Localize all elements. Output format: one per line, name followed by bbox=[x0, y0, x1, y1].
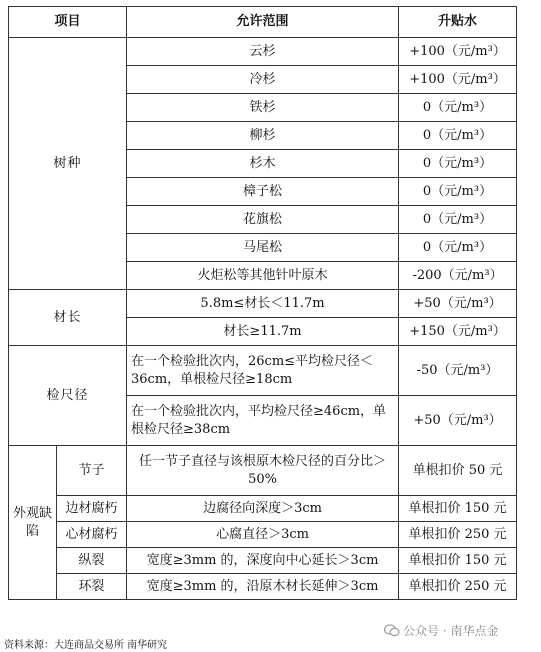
wechat-icon bbox=[384, 624, 400, 637]
range-cell: 樟子松 bbox=[127, 178, 399, 206]
category-length: 材长 bbox=[9, 290, 127, 346]
adjust-cell: -50（元/m³） bbox=[399, 346, 517, 396]
adjust-cell: +50（元/m³） bbox=[399, 290, 517, 318]
adjust-cell: 单根扣价 50 元 bbox=[399, 446, 517, 496]
table-row bbox=[9, 346, 517, 396]
adjust-cell: -200（元/m³） bbox=[399, 262, 517, 290]
table-row bbox=[9, 548, 517, 574]
header-item: 项目 bbox=[9, 7, 127, 38]
adjust-cell: +100（元/m³） bbox=[399, 38, 517, 66]
table-row bbox=[9, 290, 517, 318]
category-defects: 外观缺陷 bbox=[9, 446, 57, 600]
table-row bbox=[9, 38, 517, 66]
table-row bbox=[9, 574, 517, 600]
header-adjust: 升贴水 bbox=[399, 7, 517, 38]
range-cell: 花旗松 bbox=[127, 206, 399, 234]
adjust-cell: +150（元/m³） bbox=[399, 318, 517, 346]
range-cell: 铁杉 bbox=[127, 94, 399, 122]
range-cell: 火炬松等其他针叶原木 bbox=[127, 262, 399, 290]
sub-cell: 边材腐朽 bbox=[57, 496, 127, 522]
table-header-row bbox=[9, 7, 517, 38]
adjust-cell: 0（元/m³） bbox=[399, 178, 517, 206]
adjust-cell: 单根扣价 150 元 bbox=[399, 496, 517, 522]
range-cell: 杉木 bbox=[127, 150, 399, 178]
sub-cell: 环裂 bbox=[57, 574, 127, 600]
range-cell: 任一节子直径与该根原木检尺径的百分比＞50% bbox=[127, 446, 399, 496]
range-cell: 在一个检验批次内，26cm≤平均检尺径＜36cm，单根检尺径≥18cm bbox=[127, 346, 399, 396]
premium-discount-table bbox=[8, 6, 517, 600]
table-container bbox=[8, 6, 516, 600]
header-range: 允许范围 bbox=[127, 7, 399, 38]
adjust-cell: 0（元/m³） bbox=[399, 206, 517, 234]
sub-cell: 节子 bbox=[57, 446, 127, 496]
range-cell: 在一个检验批次内，平均检尺径≥46cm，单根检尺径≥38cm bbox=[127, 396, 399, 446]
range-cell: 材长≥11.7m bbox=[127, 318, 399, 346]
range-cell: 冷杉 bbox=[127, 66, 399, 94]
category-species: 树种 bbox=[9, 38, 127, 290]
adjust-cell: +50（元/m³） bbox=[399, 396, 517, 446]
range-cell: 5.8m≤材长＜11.7m bbox=[127, 290, 399, 318]
adjust-cell: 单根扣价 250 元 bbox=[399, 574, 517, 600]
table-row bbox=[9, 446, 517, 496]
adjust-cell: +100（元/m³） bbox=[399, 66, 517, 94]
table-row bbox=[9, 522, 517, 548]
table-row bbox=[9, 496, 517, 522]
category-diameter: 检尺径 bbox=[9, 346, 127, 446]
adjust-cell: 0（元/m³） bbox=[399, 234, 517, 262]
adjust-cell: 单根扣价 250 元 bbox=[399, 522, 517, 548]
sub-cell: 心材腐朽 bbox=[57, 522, 127, 548]
range-cell: 宽度≥3mm 的，沿原木材长延伸＞3cm bbox=[127, 574, 399, 600]
range-cell: 宽度≥3mm 的，深度向中心延长＞3cm bbox=[127, 548, 399, 574]
sub-cell: 纵裂 bbox=[57, 548, 127, 574]
adjust-cell: 0（元/m³） bbox=[399, 122, 517, 150]
range-cell: 柳杉 bbox=[127, 122, 399, 150]
range-cell: 云杉 bbox=[127, 38, 399, 66]
watermark bbox=[384, 622, 498, 639]
range-cell: 心腐直径＞3cm bbox=[127, 522, 399, 548]
source-note: 资料来源：大连商品交易所 南华研究 bbox=[4, 640, 168, 651]
adjust-cell: 单根扣价 150 元 bbox=[399, 548, 517, 574]
range-cell: 马尾松 bbox=[127, 234, 399, 262]
adjust-cell: 0（元/m³） bbox=[399, 94, 517, 122]
watermark-text: 公众号 · 南华点金 bbox=[403, 624, 499, 638]
adjust-cell: 0（元/m³） bbox=[399, 150, 517, 178]
range-cell: 边腐径向深度＞3cm bbox=[127, 496, 399, 522]
